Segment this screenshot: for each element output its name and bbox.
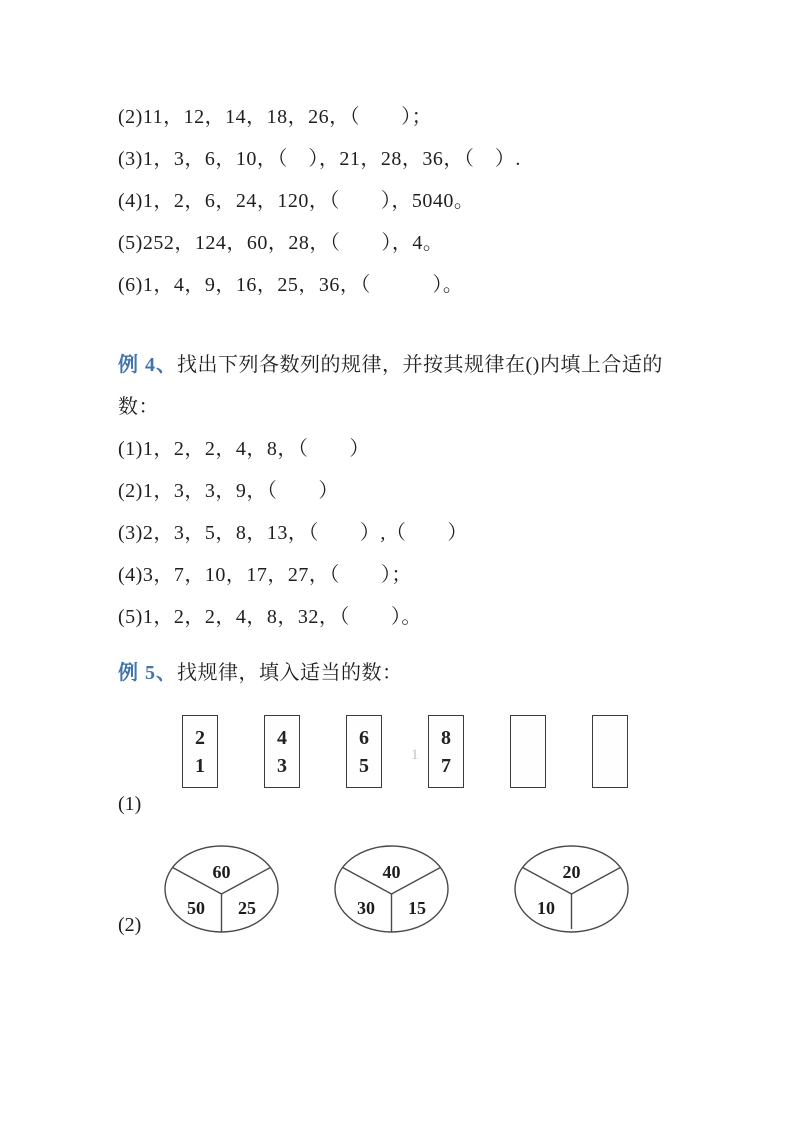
number-box-empty-5 — [510, 715, 546, 788]
divided-circle-1 — [163, 844, 280, 936]
box-bottom-value: 3 — [277, 754, 287, 777]
example4-list — [118, 428, 753, 638]
divided-circle-3 — [513, 844, 630, 936]
sequence-line-3: (3)1，3，6，10，（ ），21，28，36，（ ）. — [118, 148, 521, 170]
circle-right-value: 25 — [238, 898, 256, 918]
circle-left-value: 50 — [187, 898, 205, 918]
circle-left-value: 30 — [357, 898, 375, 918]
box-bottom-value: 1 — [195, 754, 205, 777]
example5-title-line — [118, 652, 753, 694]
example5-title-text: 找规律，填入适当的数： — [177, 662, 403, 684]
box-top-value: 2 — [195, 726, 205, 749]
sequence-line-6: (6)1，4，9，16，25，36，（ ）。 — [118, 274, 464, 296]
circle-exercise-label: (2) — [118, 914, 142, 936]
circle-top-value: 60 — [212, 862, 231, 882]
circle-right-value: 15 — [408, 898, 426, 918]
sequence-line-2: (2)11，12，14，18，26，（ ）； — [118, 106, 433, 128]
example4-title-line2: 数： — [118, 396, 159, 418]
example4-title-line1 — [118, 344, 753, 386]
sequence-line-5: (5)252，124，60，28，（ ），4。 — [118, 232, 444, 254]
box-exercise-label: (1) — [118, 793, 142, 815]
sequence-line-4: (4)1，2，6，24，120，（ ），5040。 — [118, 190, 475, 212]
number-box-4 — [428, 715, 464, 788]
circle-left-value: 10 — [537, 898, 555, 918]
number-box-1 — [182, 715, 218, 788]
circle-sequence-figure — [118, 844, 753, 936]
number-box-2 — [264, 715, 300, 788]
box-bottom-value: 7 — [441, 754, 451, 777]
box-top-value: 8 — [441, 726, 451, 749]
divided-circle-2 — [333, 844, 450, 936]
example4-item-1: (1)1，2，2，4，8，（ ） — [118, 438, 370, 460]
example4-label: 例 4、 — [118, 354, 177, 376]
number-box-3 — [346, 715, 382, 788]
example5-label: 例 5、 — [118, 662, 177, 684]
example4-item-5: (5)1，2，2，4，8，32，（ ）。 — [118, 606, 422, 628]
box-bottom-value: 5 — [359, 754, 369, 777]
example4-title-text: 找出下列各数列的规律，并按其规律在()内填上合适的 — [177, 354, 663, 376]
example4-item-3: (3)2，3，5，8，13，（ ）,（ ） — [118, 522, 468, 544]
box-sequence-figure — [118, 715, 753, 788]
circle-top-value: 20 — [562, 862, 581, 882]
box-top-value: 4 — [277, 726, 287, 749]
number-box-empty-6 — [592, 715, 628, 788]
box-top-value: 6 — [359, 726, 369, 749]
sequence-list — [118, 96, 753, 306]
page-number-watermark: 1 — [411, 747, 419, 763]
example4-title — [118, 344, 753, 428]
example4-item-2: (2)1，3，3，9，（ ） — [118, 480, 339, 502]
example5-title — [118, 652, 753, 694]
example4-item-4: (4)3，7，10，17，27，（ ）； — [118, 564, 412, 586]
circle-top-value: 40 — [382, 862, 401, 882]
